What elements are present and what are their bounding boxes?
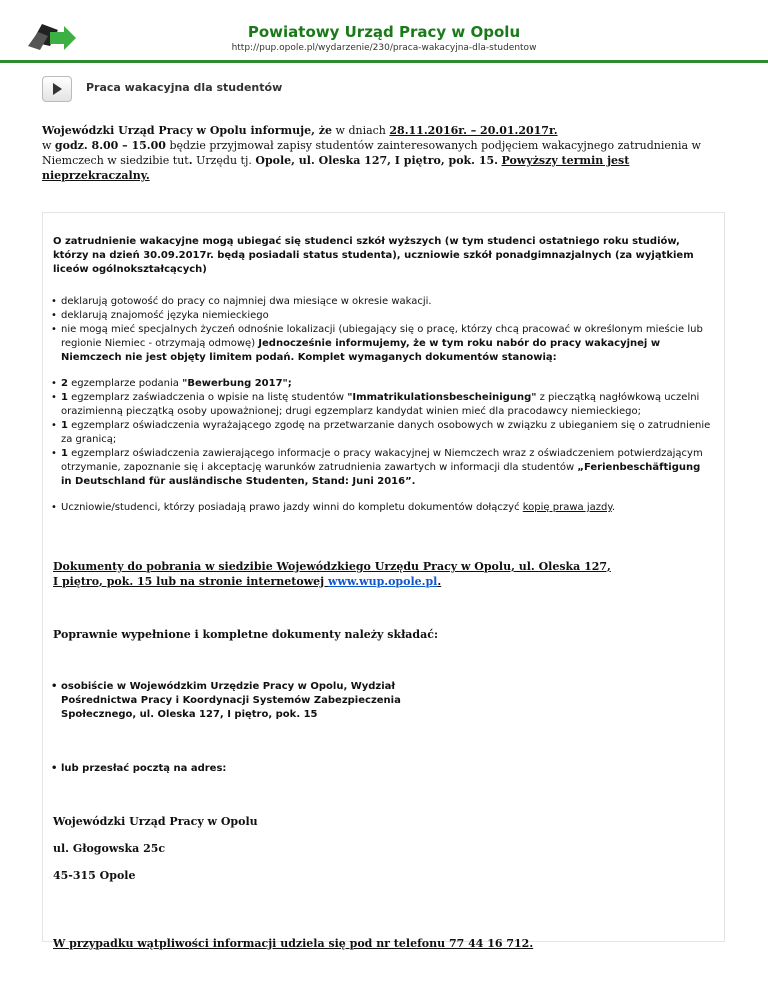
doc-count: 1 [61, 448, 68, 459]
site-header [0, 0, 768, 63]
download-info [53, 559, 713, 589]
wup-website-link[interactable]: www.wup.opole.pl [327, 575, 438, 588]
intro-text-3: Urzędu tj. [192, 154, 256, 167]
content-box [42, 212, 725, 950]
list-item: • osobiście w Wojewódzkim Urzędzie Pracy w Opolu, Wydział Pośrednictwa Pracy i Koordynacji Systemów Zabezpieczenia Społecznego, ul. Oleska 127, I piętro, pok. 15 [53, 680, 713, 722]
doc-text: egzemplarz zaświadczenia o wpisie na listę studentów [67, 392, 348, 403]
license-text: Uczniowie/studenci, którzy posiadają prawo jazdy winni do kompletu dokumentów dołączyć [61, 502, 523, 513]
download-end: . [437, 575, 442, 588]
list-item [53, 391, 713, 419]
conditions-list [53, 295, 713, 365]
doc-bold: „Ferienbeschäftigung in Deutschland für ausländische Studenten, Stand: Juni 2016”. [61, 462, 701, 487]
postal-address [53, 814, 713, 883]
list-item [53, 447, 713, 489]
doc-count: 1 [61, 420, 68, 431]
documents-list [53, 377, 713, 489]
address-line: ul. Głogowska 25c [53, 842, 166, 855]
intro-text-2: będzie przyjmował zapisy studentów zainteresowanych podjęciem wakacyjnego zatrudnienia w Niemczech w siedzibie tut [42, 139, 701, 167]
download-line-1: Dokumenty do pobrania w siedzibie Wojewódzkiego Urzędu Pracy w Opolu, ul. Oleska 127, [53, 560, 611, 573]
download-line-2: I piętro, pok. 15 lub na stronie internetowej [53, 575, 328, 588]
intro-bold: Wojewódzki Urząd Pracy w Opolu informuje, że [42, 124, 333, 137]
list-item [53, 419, 713, 447]
doc-bold: "Immatrikulationsbescheinigung" [347, 392, 537, 403]
doc-text: egzemplarz oświadczenia zawierającego informacje o pracy wakacyjnej w Niemczech wraz z oświadczeniem potwierdzającym otrzymanie, zapoznanie się i akceptację warunków zatrudnienia zawartych w informacji dla studentów [61, 448, 703, 473]
condition-bold: Jednocześnie informujemy, że w tym roku nabór do pracy wakacyjnej w Niemczech nie jest objęty limitem podań. Komplet wymaganych dokumentów stanowią: [61, 338, 661, 363]
list-item [53, 323, 713, 365]
doc-text: egzemplarze podania [67, 378, 183, 389]
doc-count: 2 [61, 378, 68, 389]
doc-text: z pieczątką nagłówkową uczelni orazimienną pieczątką osoby upoważnionej; drugi egzemplarz kandydat winien mieć dla pracodawcy niemieckiego; [61, 392, 700, 417]
list-item: • lub przesłać pocztą na adres: [53, 762, 713, 776]
address-line: 45-315 Opole [53, 869, 136, 882]
intro-pre: w [42, 139, 55, 152]
doc-text: egzemplarz oświadczenia wyrażającego zgodę na przetwarzanie danych osobowych w związku z ubieganiem się o zatrudnienie za granicą; [61, 420, 711, 445]
intro-text-1: w dniach [332, 124, 390, 137]
play-button[interactable] [42, 76, 72, 102]
contact-info: W przypadku wątpliwości informacji udziela się pod nr telefonu 77 44 16 712. [53, 937, 534, 950]
submit-in-person-list [53, 680, 713, 722]
page-title: Praca wakacyjna dla studentów [86, 81, 283, 94]
site-title[interactable]: Powiatowy Urząd Pracy w Opolu [247, 23, 521, 41]
doc-bold: "Bewerbung 2017"; [182, 378, 292, 389]
list-item: • deklarują gotowość do pracy co najmniej dwa miesiące w okresie wakacji. [53, 295, 713, 309]
submit-post-list [53, 762, 713, 776]
doc-count: 1 [61, 392, 68, 403]
intro-dot: . [188, 154, 193, 167]
page-url: http://pup.opole.pl/wydarzenie/230/praca-wakacyjna-dla-studentow [231, 43, 537, 53]
list-item: • deklarują znajomość języka niemieckiego [53, 309, 713, 323]
list-item [53, 501, 713, 515]
intro-hours: godz. 8.00 – 15.00 [54, 139, 166, 152]
play-arrow-icon [53, 83, 62, 95]
license-list [53, 501, 713, 515]
intro-address: Opole, ul. Oleska 127, I piętro, pok. 15. [255, 154, 498, 167]
list-item [53, 377, 713, 391]
condition-text: nie mogą mieć specjalnych życzeń odnośnie lokalizacji (ubiegający się o pracę, którzy chcą pracować w określonym mieście lub regionie Niemiec - otrzymają odmowę) [61, 324, 703, 349]
eligibility-lead: O zatrudnienie wakacyjne mogą ubiegać się studenci szkół wyższych (w tym studenci ostatniego roku studiów, którzy na dzień 30.09.2017r. będą posiadali status studenta), uczniowie szkół ponadgimnazjalnych (za wyjątkiem liceów ogólnokształcących) [53, 236, 694, 275]
intro-dates: 28.11.2016r. – 20.01.2017r. [389, 124, 558, 137]
intro-deadline: Powyższy termin jest nieprzekraczalny. [42, 154, 630, 182]
intro-text [42, 123, 732, 183]
submit-heading: Poprawnie wypełnione i kompletne dokumenty należy składać: [53, 628, 439, 641]
license-copy-link[interactable]: kopię prawa jazdy [522, 502, 612, 513]
license-end: . [611, 502, 616, 513]
address-line: Wojewódzki Urząd Pracy w Opolu [53, 815, 258, 828]
